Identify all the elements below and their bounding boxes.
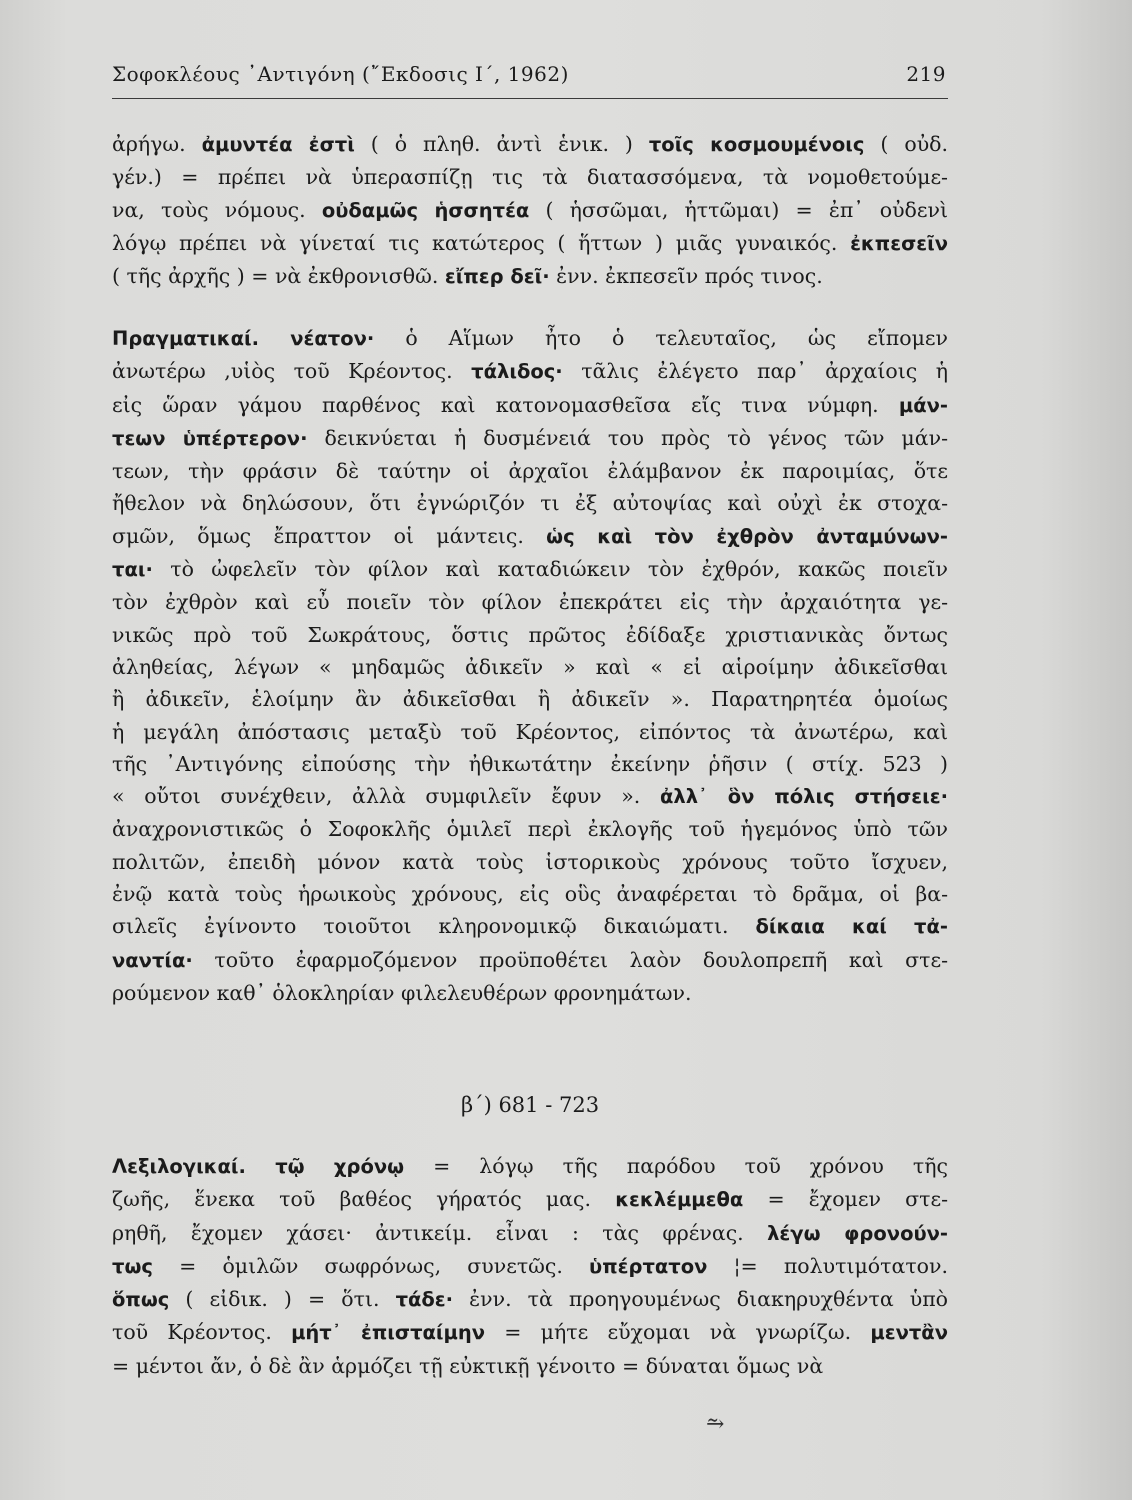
text-run: γέν.) = πρέπει νὰ ὑπερασπίζῃ τις τὰ διατασσόμενα, τὰ νομοθετούμε- — [112, 165, 948, 190]
text-run: εἰς ὥραν γάμου παρθένος καὶ κατονομασθεῖσα εἴς τινα νύμφη. — [112, 392, 899, 417]
text-run: ἐνῷ κατὰ τοὺς ἡρωικοὺς χρόνους, εἰς οὓς ἀναφέρεται τὸ δρᾶμα, οἱ βα- — [112, 882, 948, 907]
text-line — [112, 846, 948, 878]
text-line — [112, 422, 948, 455]
lemma: μεντἂν — [870, 1321, 948, 1345]
text-line — [112, 1250, 948, 1283]
section-heading: β΄) 681 - 723 — [460, 1093, 600, 1117]
text-line — [112, 487, 948, 519]
text-line — [112, 128, 948, 161]
text-run: ἀνωτέρω ,υἱὸς τοῦ Κρέοντος. — [112, 359, 472, 384]
text-line — [112, 260, 948, 293]
commentary-paragraph-lexical — [112, 1150, 948, 1382]
text-run: τὸν ἐχθρὸν καὶ εὖ ποιεῖν τὸν φίλον ἐπεκράτει εἰς τὴν ἀρχαιότητα γε- — [112, 590, 948, 615]
lemma: ἀλλ᾿ ὃν πόλις στήσειε· — [659, 785, 948, 809]
lemma: ναντία· — [112, 948, 193, 972]
text-run: σιλεῖς ἐγίνοντο τοιοῦτοι κληρονομικῷ δικαιώματι. — [112, 914, 756, 939]
text-line — [112, 586, 948, 618]
lemma: κεκλέμμεθα — [615, 1188, 744, 1212]
text-run: ρηθῆ, ἔχομεν χάσει· ἀντικείμ. εἶναι : τὰς φρένας. — [112, 1220, 768, 1245]
text-line — [112, 455, 948, 487]
text-run: σμῶν, ὅμως ἔπραττον οἱ μάντεις. — [112, 523, 547, 548]
text-line — [112, 878, 948, 910]
text-run: ἐνν. ἐκπεσεῖν πρός τινος. — [549, 264, 823, 289]
text-line — [112, 1217, 948, 1250]
lemma: τάλιδος· — [471, 360, 563, 384]
text-run: ὁ Αἵμων ἦτο ὁ τελευταῖος, ὡς εἴπομεν — [374, 326, 948, 350]
lemma: Πραγματικαί. νέατον· — [112, 327, 375, 350]
lemma: εἴπερ δεῖ· — [444, 265, 550, 289]
text-line — [112, 683, 948, 715]
text-run: τεων, τὴν φράσιν δὲ ταύτην οἱ ἀρχαῖοι ἐλάμβανον ἐκ παροιμίας, ὅτε — [112, 459, 948, 484]
text-line — [112, 355, 948, 388]
text-line — [112, 1316, 948, 1349]
text-run: ( τῆς ἀρχῆς ) = νὰ ἐκθρονισθῶ. — [112, 264, 445, 289]
text-run: = ἔχομεν στε- — [743, 1187, 949, 1212]
lemma: ἐκπεσεῖν — [850, 231, 948, 255]
text-line — [112, 944, 948, 977]
text-run: « οὔτοι συνέχθειν, ἀλλὰ συμφιλεῖν ἔφυν ». — [112, 784, 660, 809]
text-run: = ὁμιλῶν σωφρόνως, συνετῶς. — [152, 1253, 590, 1278]
text-line — [112, 977, 948, 1009]
text-run: ( εἰδικ. ) = ὅτι. — [169, 1287, 396, 1312]
text-line — [112, 716, 948, 748]
text-line — [112, 194, 948, 227]
text-line — [112, 780, 948, 813]
commentary-paragraph-realia — [112, 322, 948, 1009]
text-run: ( ἡσσῶμαι, ἡττῶμαι) = ἐπ᾿ οὐδενὶ — [529, 197, 948, 222]
pencil-mark: ⥲ — [706, 1412, 725, 1437]
running-title: Σοφοκλέους ᾿Αντιγόνη (῎Εκδοσις Ι΄, 1962) — [112, 62, 569, 86]
lemma: ται· — [112, 558, 153, 582]
text-run: = λόγῳ τῆς παρόδου τοῦ χρόνου τῆς — [404, 1154, 949, 1178]
running-header — [112, 62, 946, 86]
page-number: 219 — [906, 62, 946, 86]
lemma: τως — [112, 1254, 153, 1278]
lemma: τεων ὑπέρτερον· — [112, 426, 308, 450]
text-run: πολιτῶν, ἐπειδὴ μόνον κατὰ τοὺς ἱστορικοὺς χρόνους τοῦτο ἴσχυεν, — [112, 849, 948, 874]
lemma: τάδε· — [395, 1288, 454, 1312]
text-line — [112, 520, 948, 553]
text-run: τὸ ὠφελεῖν τὸν φίλον καὶ καταδιώκειν τὸν ἐχθρόν, κακῶς ποιεῖν — [152, 557, 948, 582]
text-run: = μήτε εὔχομαι νὰ γνωρίζω. — [485, 1320, 871, 1345]
lemma: δίκαια καί τἀ- — [755, 915, 948, 939]
text-run: ἀληθείας, λέγων « μηδαμῶς ἀδικεῖν » καὶ « εἰ αἱροίμην ἀδικεῖσθαι — [112, 654, 948, 679]
lemma: οὐδαμῶς ἡσσητέα — [321, 198, 530, 222]
text-line — [112, 1150, 948, 1183]
text-line — [112, 227, 948, 260]
text-run: ρούμενον καθ᾿ ὁλοκληρίαν φιλελευθέρων φρονημάτων. — [112, 980, 692, 1005]
text-run: τῆς ᾿Αντιγόνης εἰπούσης τὴν ἠθικωτάτην ἐκείνην ῥῆσιν ( στίχ. 523 ) — [112, 751, 948, 776]
text-run: τοῦ Κρέοντος. — [112, 1320, 292, 1345]
text-run: λόγῳ πρέπει νὰ γίνεταί τις κατώτερος ( ἥττων ) μιᾶς γυναικός. — [112, 230, 851, 255]
text-line — [112, 813, 948, 845]
lemma: τοῖς κοσμουμένοις — [648, 133, 865, 156]
text-run: τᾶλις ἐλέγετο παρ᾿ ἀρχαίοις ἡ — [562, 359, 948, 384]
text-line — [112, 1350, 948, 1382]
text-run: να, τοὺς νόμους. — [112, 197, 322, 222]
lemma: ἀμυντέα ἐστὶ — [201, 133, 355, 156]
text-run: ἀναχρονιστικῶς ὁ Σοφοκλῆς ὁμιλεῖ περὶ ἐκλογῆς τοῦ ἡγεμόνος ὑπὸ τῶν — [112, 817, 948, 842]
lemma: Λεξιλογικαί. τῷ χρόνῳ — [112, 1155, 405, 1178]
text-line — [112, 1183, 948, 1216]
text-line — [112, 619, 948, 651]
text-run: ἢ ἀδικεῖν, ἑλοίμην ἂν ἀδικεῖσθαι ἢ ἀδικεῖν ». Παρατηρητέα ὁμοίως — [112, 687, 948, 712]
text-run: ¦= πολυτιμότατον. — [707, 1253, 948, 1278]
text-run: ζωῆς, ἕνεκα τοῦ βαθέος γήρατός μας. — [112, 1187, 616, 1212]
text-run: ἐνν. τὰ προηγουμένως διακηρυχθέντα ὑπὸ — [453, 1287, 949, 1312]
header-rule — [112, 98, 948, 99]
text-line — [112, 910, 948, 943]
text-line — [112, 553, 948, 586]
text-line — [112, 161, 948, 193]
text-run: ( ὁ πληθ. ἀντὶ ἑνικ. ) — [354, 132, 649, 156]
text-line — [112, 322, 948, 355]
commentary-paragraph-1 — [112, 128, 948, 293]
text-run: ἡ μεγάλη ἀπόστασις μεταξὺ τοῦ Κρέοντος, εἰπόντος τὰ ἀνωτέρω, καὶ — [112, 719, 948, 744]
lemma: ὡς καὶ τὸν ἐχθρὸν ἀνταμύνων- — [546, 524, 948, 548]
text-run: νικῶς πρὸ τοῦ Σωκράτους, ὅστις πρῶτος ἐδίδαξε χριστιανικὰς ὄντως — [112, 622, 948, 647]
lemma: ὅπως — [112, 1288, 170, 1312]
text-run: ἀρήγω. — [112, 132, 202, 156]
text-run: = μέντοι ἄν, ὁ δὲ ἂν ἁρμόζει τῇ εὐκτικῇ γένοιτο = δύναται ὅμως νὰ — [112, 1353, 824, 1378]
text-run: ἤθελον νὰ δηλώσουν, ὅτι ἐγνώριζόν τι ἐξ αὐτοψίας καὶ οὐχὶ ἐκ στοχα- — [112, 491, 948, 516]
lemma: ὑπέρτατον — [589, 1254, 708, 1278]
text-run: δεικνύεται ἡ δυσμένειά του πρὸς τὸ γένος τῶν μάν- — [307, 425, 948, 450]
text-run: τοῦτο ἐφαρμοζόμενον προϋποθέτει λαὸν δουλοπρεπῆ καὶ στε- — [192, 947, 948, 972]
text-line — [112, 389, 948, 422]
lemma: λέγω φρονούν- — [767, 1221, 949, 1245]
text-line — [112, 651, 948, 683]
lemma: μάν- — [898, 393, 948, 417]
text-line — [112, 1283, 948, 1316]
lemma: μήτ᾿ ἐπισταίμην — [291, 1321, 486, 1345]
text-line — [112, 748, 948, 780]
text-run: ( οὐδ. — [864, 132, 949, 156]
